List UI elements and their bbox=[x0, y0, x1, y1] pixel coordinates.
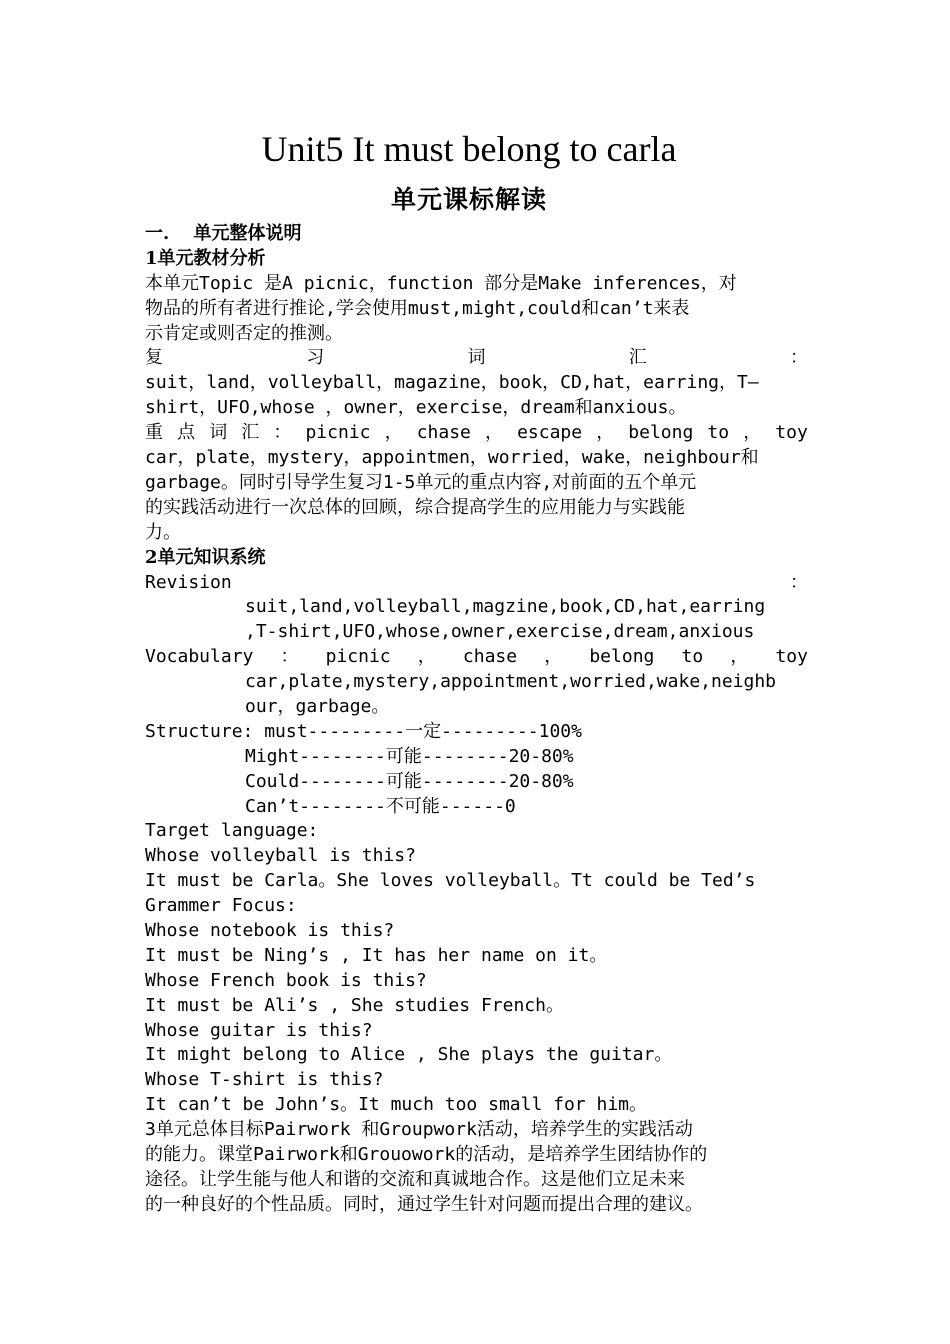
text-token: ， bbox=[743, 422, 762, 444]
text-token: ， bbox=[596, 422, 615, 444]
paragraph-line: shirt，UFO,whose ，owner，exercise，dream和anxious。 bbox=[145, 397, 687, 419]
paragraph-line: 3单元总体目标Pairwork 和Groupwork活动，培养学生的实践活动 bbox=[145, 1119, 693, 1141]
text-token: ， bbox=[484, 422, 503, 444]
indented-line: ,T-shirt,UFO,whose,owner,exercise,dream,anxious bbox=[245, 621, 755, 643]
text-token: ： bbox=[790, 571, 808, 593]
paragraph-line: 物品的所有者进行推论,学会使用must,might,could和can’t来表 bbox=[145, 297, 690, 319]
text-token: Revision bbox=[145, 571, 232, 593]
text-token: chase bbox=[416, 422, 471, 444]
paragraph-line: 示肯定或则否定的推测。 bbox=[145, 322, 343, 344]
text-token: 重 bbox=[145, 422, 163, 444]
key-vocab-line bbox=[145, 421, 808, 446]
text-token: toy bbox=[775, 422, 808, 444]
text-token: ： bbox=[273, 422, 292, 444]
text-token: chase bbox=[462, 646, 518, 668]
paragraph-line: suit，land，volleyball，magazine，book，CD,hat，earring，T— bbox=[145, 372, 759, 394]
text-token: ： bbox=[790, 347, 808, 369]
paragraph-line: garbage。同时引导学生复习1-5单元的重点内容,对前面的五个单元 bbox=[145, 471, 697, 493]
text-token: ， bbox=[544, 646, 563, 668]
paragraph-line: 本单元Topic 是A picnic，function 部分是Make inferences，对 bbox=[145, 272, 737, 294]
paragraph-line: It can’t be John’s。It much too small for him。 bbox=[145, 1094, 647, 1116]
paragraph-line: Whose volleyball is this? bbox=[145, 845, 416, 867]
text-token: ， bbox=[417, 646, 436, 668]
text-token: ： bbox=[280, 646, 299, 668]
document-title: Unit5 It must belong to carla bbox=[261, 129, 677, 169]
text-token: toy bbox=[775, 646, 808, 668]
text-token: to bbox=[707, 422, 730, 444]
text-token: belong bbox=[628, 422, 694, 444]
paragraph-line: 途径。让学生能与他人和谐的交流和真诚地合作。这是他们立足未来 bbox=[145, 1168, 685, 1190]
paragraph-line: 的一种良好的个性品质。同时，通过学生针对问题而提出合理的建议。 bbox=[145, 1193, 703, 1215]
paragraph-line: Grammer Focus: bbox=[145, 895, 297, 917]
paragraph-line: Whose French book is this? bbox=[145, 969, 427, 991]
paragraph-line: Whose notebook is this? bbox=[145, 920, 395, 941]
text-token: to bbox=[681, 646, 704, 668]
paragraph-line: 的能力。课堂Pairwork和Grouowork的活动，是培养学生团结协作的 bbox=[145, 1144, 708, 1166]
text-token: 点 bbox=[177, 422, 196, 444]
structure-line: Can’t--------不可能------0 bbox=[245, 795, 516, 817]
structure-line: Could--------可能--------20-80% bbox=[245, 770, 574, 792]
text-token: picnic bbox=[325, 646, 391, 668]
paragraph-line: It must be Carla。She loves volleyball。Tt could be Ted’s bbox=[145, 870, 756, 892]
paragraph-line: Target language: bbox=[145, 820, 319, 842]
paragraph-line: Whose T-shirt is this? bbox=[145, 1069, 384, 1091]
text-token: 习 bbox=[306, 347, 325, 369]
paragraph-line: Whose guitar is this? bbox=[145, 1019, 373, 1041]
structure-line: Structure: must---------一定---------100% bbox=[145, 720, 582, 742]
document-body bbox=[145, 222, 808, 1218]
text-token: escape bbox=[517, 422, 583, 444]
paragraph-line: 的实践活动进行一次总体的回顾，综合提高学生的应用能力与实践能 bbox=[145, 496, 685, 518]
text-token: 词 bbox=[209, 422, 228, 444]
text-token: ， bbox=[384, 422, 403, 444]
paragraph-line: It must be Ali’s , She studies French。 bbox=[145, 994, 564, 1016]
text-token: 复 bbox=[145, 347, 163, 369]
indented-line: suit,land,volleyball,magzine,book,CD,hat,earring bbox=[245, 596, 766, 618]
subsection-heading: 2单元知识系统 bbox=[145, 546, 266, 568]
revision-line bbox=[145, 571, 808, 596]
vocabulary-line bbox=[145, 645, 808, 670]
review-vocab-heading bbox=[145, 346, 808, 371]
indented-line: our，garbage。 bbox=[245, 695, 390, 717]
text-token: belong bbox=[589, 646, 655, 668]
structure-line: Might--------可能--------20-80% bbox=[245, 745, 574, 767]
document-subtitle: 单元课标解读 bbox=[390, 185, 547, 214]
text-token: 汇 bbox=[241, 422, 260, 444]
paragraph-line: It must be Ning’s , It has her name on it。 bbox=[145, 944, 608, 966]
text-token: 汇 bbox=[628, 347, 647, 369]
text-token: ， bbox=[730, 646, 749, 668]
paragraph-line: car，plate，mystery，appointmen，worried，wake，neighbour和 bbox=[145, 447, 759, 469]
indented-line: car,plate,mystery,appointment,worried,wake,neighb bbox=[245, 671, 777, 693]
text-token: 词 bbox=[467, 347, 486, 369]
text-token: picnic bbox=[305, 422, 371, 444]
subsection-heading: 1单元教材分析 bbox=[145, 247, 266, 269]
paragraph-line: 力。 bbox=[145, 521, 181, 543]
section-heading: 一. 单元整体说明 bbox=[145, 223, 302, 244]
text-token: Vocabulary bbox=[145, 646, 254, 668]
paragraph-line: It might belong to Alice , She plays the guitar。 bbox=[145, 1044, 673, 1066]
